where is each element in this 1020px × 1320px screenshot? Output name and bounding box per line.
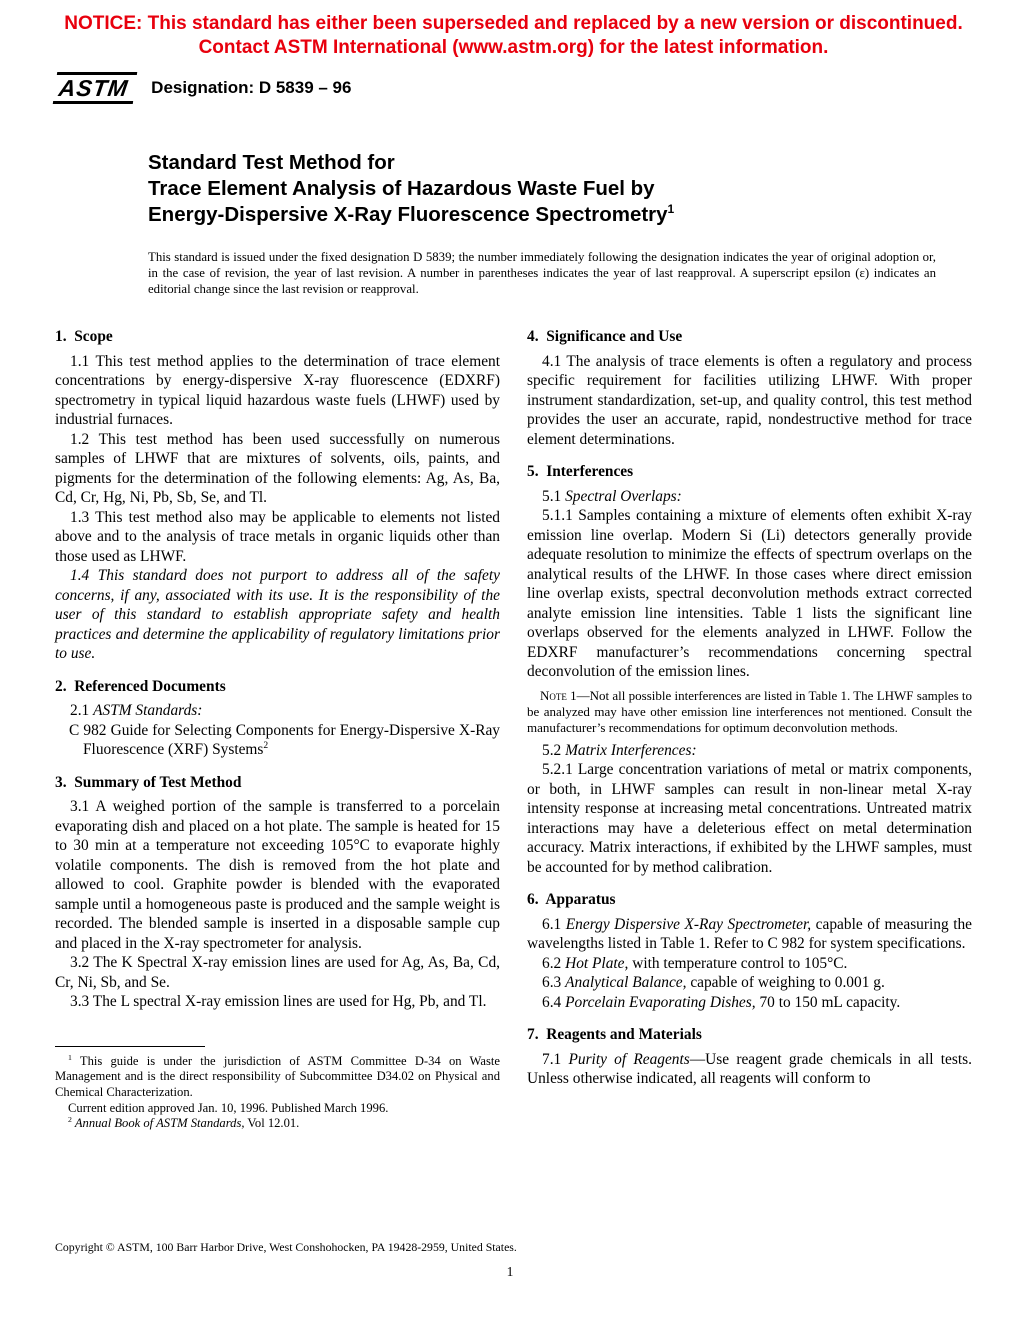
paragraph-1-4: 1.4 This standard does not purport to address all of the safety concerns, if any, associated with its use. It is the responsibility of the user of this standard to establish appropriate safety and health practices and determine the applicability of regulatory limitations prior to use. <box>55 567 500 663</box>
paragraph-1-1: 1.1 This test method applies to the determination of trace element concentrations by energy-dispersive X-ray fluorescence (EDXRF) spectrometry in typical liquid hazardous waste fuels (LHWF) used by industrial furnaces. <box>55 352 500 429</box>
footnote-2-marker: 2 <box>68 1115 72 1125</box>
copyright-line: Copyright © ASTM, 100 Barr Harbor Drive, West Conshohocken, PA 19428-2959, United States. <box>55 1240 517 1254</box>
paragraph-5-1-number: 5.1 <box>542 487 566 505</box>
section-heading-summary: 3. Summary of Test Method <box>55 773 242 791</box>
footnote-2 <box>55 1116 500 1132</box>
paragraph-4-1: 4.1 The analysis of trace elements is often a regulatory and process specific requirement for facilities utilizing LHWF. With proper instrument standardization, set-up, and quality control, this test method provides the user an accurate, rapid, nondestructive method for trace element determinations. <box>527 352 972 448</box>
paragraph-6-2-text: with temperature control to 105°C. <box>628 954 848 972</box>
left-column <box>55 327 500 1131</box>
paragraph-6-4-text: 70 to 150 mL capacity. <box>755 993 901 1011</box>
title-footnote-ref: 1 <box>667 202 675 217</box>
note-1-text: —Not all possible interferences are listed in Table 1. The LHWF samples to be analyzed may have other emission line interferences not mentioned. Consult the manufacturer’s recommendations for optimum deconvolution methods. <box>527 687 973 735</box>
document-title <box>148 150 972 228</box>
paragraph-7-1-title: Purity of Reagents <box>568 1050 690 1068</box>
footnote-edition: Current edition approved Jan. 10, 1996. Published March 1996. <box>68 1100 389 1115</box>
document-header <box>55 72 972 104</box>
designation: Designation: D 5839 – 96 <box>151 78 352 97</box>
paragraph-3-1: 3.1 A weighed portion of the sample is transferred to a porcelain evaporating dish and placed on a hot plate. The sample is heated for 15 to 30 min at a temperature not exceeding 105°C to evaporate highly volatile components. The dish is removed from the hot plate and allowed to cool. Graphite powder is blended with the evaporated sample until a homogeneous paste is produced and the sample weight is recorded. The blended sample is inserted in a disposable sample cup and placed in the X-ray spectrometer for analysis. <box>55 798 500 952</box>
paragraph-3-2: 3.2 The K Spectral X-ray emission lines are used for Ag, As, Ba, Cd, Cr, Ni, Sb, and Se. <box>55 954 500 991</box>
preamble: This standard is issued under the fixed designation D 5839; the number immediately following the designation indicates the year of original adoption or, in the case of revision, the year of last revision. A number in parentheses indicates the year of last reapproval. A superscript epsilon (ε) indicates an editorial change since the last revision or reapproval. <box>148 250 936 296</box>
paragraph-5-2-1: 5.2.1 Large concentration variations of metal or matrix components, or both, in LHWF samples can result in non-linear metal X-ray intensity response at increasing metal concentrations. Untreated matrix interactions may have a deleterious effect on metal determination accuracy. Matrix interactions, if exhibited by the LHWF samples, must be accounted for by method calibration. <box>527 761 972 876</box>
paragraph-1-3: 1.3 This test method also may be applicable to elements not listed above and to the analysis of trace metals in organic liquids other than those used as LHWF. <box>55 508 500 565</box>
title-line-3 <box>148 202 972 228</box>
paragraph-5-2-number: 5.2 <box>542 741 566 759</box>
note-1-label: Note 1 <box>540 687 577 703</box>
footnotes <box>55 1054 500 1132</box>
paragraph-6-2-number: 6.2 <box>542 954 566 972</box>
paragraph-2-1 <box>55 701 500 721</box>
paragraph-6-1-title: Energy Dispersive X-Ray Spectrometer, <box>565 915 812 933</box>
paragraph-7-1-number: 7.1 <box>542 1050 569 1068</box>
reference-entry-text: C 982 Guide for Selecting Components for Energy-Dispersive X-Ray Fluorescence (XRF) Systems <box>69 721 500 759</box>
paragraph-5-1-1: 5.1.1 Samples containing a mixture of elements often exhibit X-ray emission line overlap. Modern Si (Li) detectors generally provide adequate resolution to minimize the effects of spectrum overlaps on the analytical results of the LHWF. In those cases where direct emission line overlap exists, spectral deconvolution methods extract corrected analyte emission line intensities. Table 1 lists the significant line overlaps observed for the elements analyzed in LHWF. Follow the EDXRF manufacturer’s recommendations concerning spectral deconvolution of the emission lines. <box>527 507 972 681</box>
paragraph-2-1-number: 2.1 <box>70 702 94 720</box>
notice-line-2: Contact ASTM International (www.astm.org) for the latest information. <box>198 37 829 58</box>
paragraph-6-2 <box>527 954 972 974</box>
paragraph-6-1 <box>527 915 972 954</box>
paragraph-3-3: 3.3 The L spectral X-ray emission lines are used for Hg, Pb, and Tl. <box>70 993 487 1011</box>
paragraph-6-4-number: 6.4 <box>542 993 566 1011</box>
paragraph-6-3-number: 6.3 <box>542 974 566 992</box>
footnote-divider <box>55 1046 205 1047</box>
footnote-2-text: Vol 12.01. <box>244 1116 300 1131</box>
paragraph-6-1-text: capable of measuring the wavelengths listed in Table 1. Refer to C 982 for system specifications. <box>527 915 972 953</box>
page-number: 1 <box>506 1264 514 1279</box>
section-heading-interferences: 5. Interferences <box>527 463 634 481</box>
reference-footnote-ref: 2 <box>263 740 269 752</box>
paragraph-6-3-text: capable of weighing to 0.001 g. <box>686 974 885 992</box>
footnote-1-text: This guide is under the jurisdiction of ASTM Committee D-34 on Waste Management and is the direct responsibility of Subcommittee D34.02 on Physical and Chemical Characterization. <box>55 1053 500 1100</box>
footnote-1 <box>55 1054 500 1101</box>
footnote-1-marker: 1 <box>68 1052 72 1062</box>
paragraph-2-1-title: ASTM Standards: <box>93 702 203 720</box>
right-column <box>527 327 972 1131</box>
section-heading-referenced-documents: 2. Referenced Documents <box>55 677 226 695</box>
body-columns <box>55 327 972 1131</box>
paragraph-5-2 <box>527 741 972 761</box>
paragraph-6-1-number: 6.1 <box>542 915 566 933</box>
paragraph-5-2-title: Matrix Interferences: <box>565 741 697 759</box>
paragraph-6-4-title: Porcelain Evaporating Dishes, <box>565 993 756 1011</box>
reference-entry-c982 <box>55 721 500 760</box>
astm-logo: ASTM <box>53 72 138 104</box>
section-heading-apparatus: 6. Apparatus <box>527 891 616 909</box>
paragraph-1-2: 1.2 This test method has been used successfully on numerous samples of LHWF that are mixtures of solvents, oils, paints, and pigments for the determination of the following elements: Ag, As, Ba, Cd, Cr, Hg, Ni, Pb, Sb, Se, and Tl. <box>55 430 500 507</box>
section-heading-reagents: 7. Reagents and Materials <box>527 1026 702 1044</box>
paragraph-5-1 <box>527 487 972 507</box>
paragraph-6-2-title: Hot Plate, <box>565 954 629 972</box>
title-line-1: Standard Test Method for <box>148 151 395 174</box>
section-heading-significance: 4. Significance and Use <box>527 328 683 346</box>
note-1 <box>527 688 972 736</box>
paragraph-7-1-text: —Use reagent grade chemicals in all tests. Unless otherwise indicated, all reagents will conform to <box>527 1050 972 1088</box>
notice-line-1: NOTICE: This standard has either been superseded and replaced by a new version or discontinued. <box>64 13 963 34</box>
paragraph-6-3 <box>527 973 972 993</box>
title-line-3-text: Energy-Dispersive X-Ray Fluorescence Spectrometry <box>148 203 668 226</box>
paragraph-7-1 <box>527 1050 972 1089</box>
title-line-2: Trace Element Analysis of Hazardous Waste Fuel by <box>148 177 655 200</box>
footnote-2-title: Annual Book of ASTM Standards, <box>71 1116 245 1131</box>
paragraph-6-3-title: Analytical Balance, <box>565 974 687 992</box>
paragraph-5-1-title: Spectral Overlaps: <box>565 487 682 505</box>
paragraph-6-4 <box>527 993 972 1013</box>
notice-banner <box>55 12 972 60</box>
section-heading-scope: 1. Scope <box>55 328 113 346</box>
